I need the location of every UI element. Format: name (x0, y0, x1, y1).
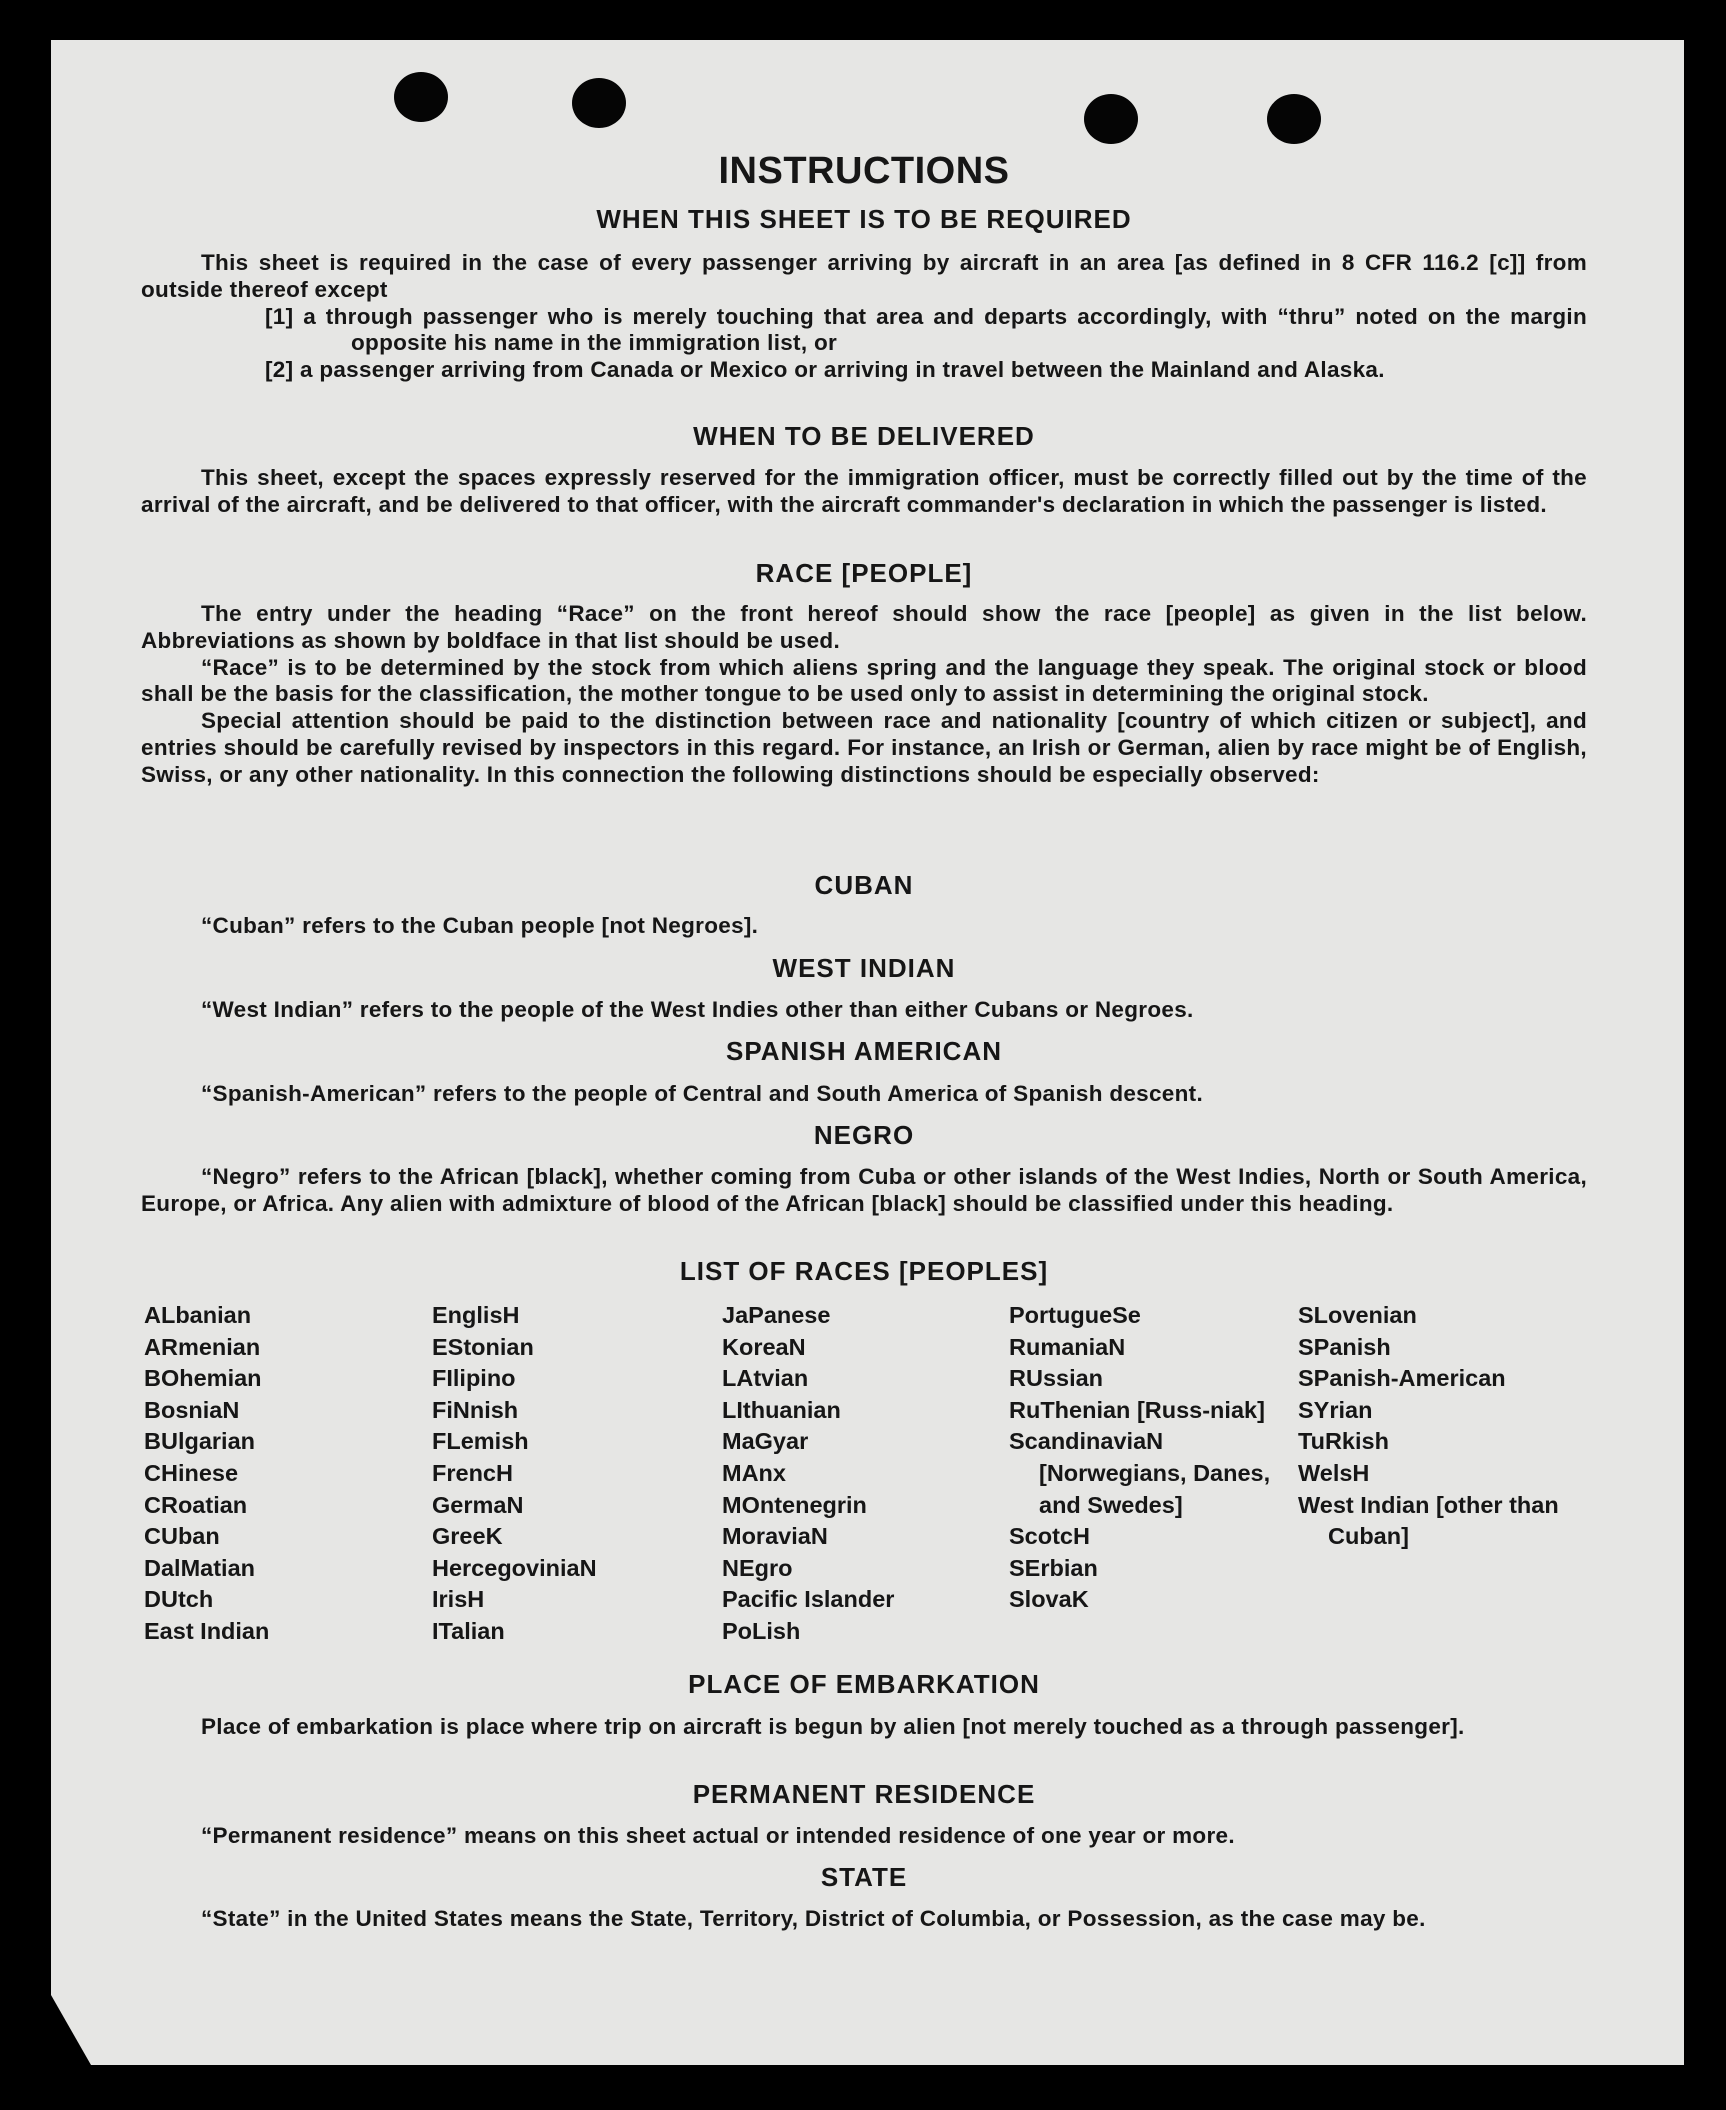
punch-hole (1267, 94, 1321, 144)
race-item: GermaN (432, 1491, 524, 1518)
heading-negro: NEGRO (813, 1120, 915, 1150)
heading-state: STATE (820, 1862, 908, 1892)
race-column (1009, 1300, 1279, 1616)
race-item: ALbanian (144, 1302, 252, 1328)
race-item: EStonian (432, 1333, 534, 1360)
race-item: MAnx (722, 1459, 786, 1486)
race-column (432, 1300, 702, 1648)
heading-embarkation: PLACE OF EMBARKATION (688, 1669, 1040, 1699)
heading-race: RACE [PEOPLE] (755, 558, 973, 588)
race-item: BosniaN (144, 1396, 240, 1423)
race-item: ScotcH (1009, 1523, 1090, 1550)
paragraph: Special attention should be paid to the distinction between race and nationality [country of which citizen or subject], and entries should be carefully revised by inspectors in this regard. For instance, an Irish or German, alien by race might be of English, Swiss, or any other nationality. In this connection the following distinctions should be especially observed: (141, 708, 1587, 787)
race-item: BUlgarian (144, 1428, 255, 1455)
race-item: SLovenian (1298, 1302, 1417, 1328)
page-title: INSTRUCTIONS (718, 150, 1010, 192)
race-item: HercegoviniaN (432, 1554, 597, 1581)
race-item: BOhemian (144, 1365, 262, 1392)
race-item: SlovaK (1009, 1586, 1089, 1613)
race-item: CUban (144, 1523, 220, 1550)
race-item: ITalian (432, 1617, 505, 1644)
race-item: East Indian (144, 1617, 270, 1644)
race-item: WelsH (1298, 1459, 1370, 1486)
race-item: SYrian (1298, 1396, 1373, 1423)
race-item: MOntenegrin (722, 1491, 867, 1518)
race-item: FrencH (432, 1459, 513, 1486)
race-item: LAtvian (722, 1365, 809, 1392)
race-item: JaPanese (722, 1302, 831, 1328)
race-item: PortugueSe (1009, 1302, 1141, 1328)
race-item: SPanish-American (1298, 1365, 1506, 1392)
punch-hole (1084, 94, 1138, 144)
race-column (1298, 1300, 1588, 1553)
paragraph: “West Indian” refers to the people of the West Indies other than either Cubans or Negroes. (201, 997, 1194, 1022)
paragraph: “Race” is to be determined by the stock from which aliens spring and the language they speak. The original stock or blood shall be the basis for the classification, the mother tongue to be used only to assist in determining the original stock. (141, 654, 1587, 707)
section-when-delivered (141, 465, 1587, 519)
race-item: RuThenian [Russ-niak] (1009, 1396, 1265, 1423)
race-item: ScandinaviaN [Norwegians, Danes, and Swedes] (1009, 1428, 1271, 1518)
race-item: SPanish (1298, 1333, 1391, 1360)
race-item: MaGyar (722, 1428, 809, 1455)
race-item: NEgro (722, 1554, 793, 1581)
paragraph: “Spanish-American” refers to the people of Central and South America of Spanish descent. (201, 1081, 1204, 1106)
paragraph: “Negro” refers to the African [black], whether coming from Cuba or other islands of the West Indies, North or South America, Europe, or Africa. Any alien with admixture of blood of the African [black] should be classified under this heading. (141, 1164, 1587, 1216)
race-item: CRoatian (144, 1491, 248, 1518)
race-item: PoLish (722, 1617, 801, 1644)
race-item: LIthuanian (722, 1396, 841, 1423)
heading-west-indian: WEST INDIAN (772, 953, 956, 983)
race-item: CHinese (144, 1459, 239, 1486)
race-item: ARmenian (144, 1333, 261, 1360)
punch-hole (394, 72, 448, 122)
race-item: West Indian [other than Cuban] (1298, 1491, 1559, 1550)
race-item: KoreaN (722, 1333, 806, 1360)
exception-item: [2] a passenger arriving from Canada or Mexico or arriving in travel between the Mainland and Alaska. (265, 357, 1385, 383)
exception-item: [1] a through passenger who is merely touching that area and departs accordingly, with “thru” noted on the margin opposite his name in the immigration list, or (265, 303, 1587, 356)
section-race (141, 601, 1587, 789)
heading-when-delivered: WHEN TO BE DELIVERED (693, 421, 1035, 451)
race-column (722, 1300, 992, 1648)
race-item: TuRkish (1298, 1428, 1389, 1455)
paragraph: Place of embarkation is place where trip on aircraft is begun by alien [not merely touched as a through passenger]. (201, 1714, 1465, 1739)
paragraph: “Permanent residence” means on this sheet actual or intended residence of one year or more. (201, 1823, 1235, 1848)
heading-when-required: WHEN THIS SHEET IS TO BE REQUIRED (596, 204, 1132, 234)
race-item: FiNnish (432, 1396, 519, 1423)
race-item: FLemish (432, 1428, 529, 1455)
section-when-required (141, 250, 1587, 384)
race-item: GreeK (432, 1523, 503, 1550)
race-item: IrisH (432, 1586, 485, 1613)
paragraph: This sheet is required in the case of every passenger arriving by aircraft in an area [as defined in 8 CFR 116.2 [c]] from outside thereof except (141, 250, 1587, 302)
paragraph: “Cuban” refers to the Cuban people [not Negroes]. (201, 913, 759, 938)
paragraph: The entry under the heading “Race” on the front hereof should show the race [people] as given in the list below. Abbreviations as shown by boldface in that list should be used. (141, 601, 1587, 653)
race-item: Pacific Islander (722, 1586, 895, 1613)
race-item: MoraviaN (722, 1523, 828, 1550)
race-item: DUtch (144, 1586, 214, 1613)
punch-hole (572, 78, 626, 128)
race-item: FIlipino (432, 1365, 516, 1392)
heading-cuban: CUBAN (814, 870, 914, 900)
race-item: RUssian (1009, 1365, 1104, 1392)
heading-spanish-american: SPANISH AMERICAN (725, 1036, 1002, 1066)
paragraph: “State” in the United States means the State, Territory, District of Columbia, or Possession, as the case may be. (201, 1906, 1426, 1931)
heading-permanent-residence: PERMANENT RESIDENCE (692, 1779, 1036, 1809)
race-column (144, 1300, 414, 1648)
race-item: EnglisH (432, 1302, 520, 1328)
race-item: SErbian (1009, 1554, 1098, 1581)
heading-list-of-races: LIST OF RACES [PEOPLES] (679, 1256, 1049, 1286)
race-item: DalMatian (144, 1554, 255, 1581)
paragraph: This sheet, except the spaces expressly reserved for the immigration officer, must be correctly filled out by the time of the arrival of the aircraft, and be delivered to that officer, with the aircraft commander's declaration in which the passenger is listed. (141, 465, 1587, 517)
race-item: RumaniaN (1009, 1333, 1126, 1360)
